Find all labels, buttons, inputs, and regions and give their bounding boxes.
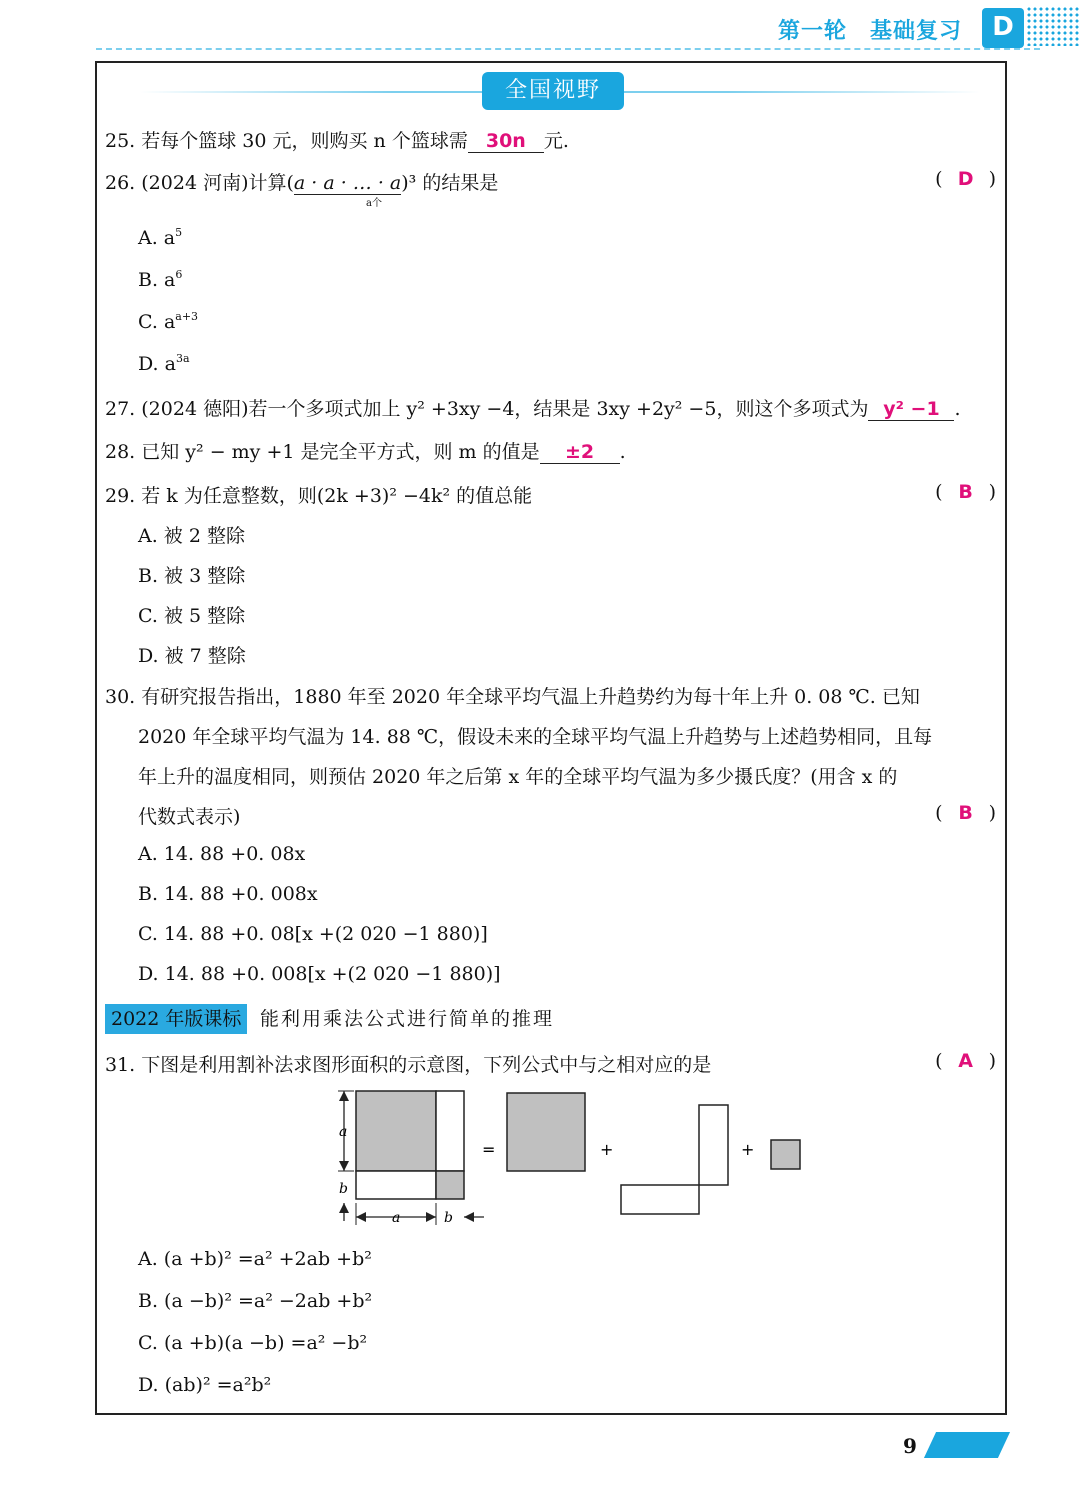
q26-underbrace-label: a个: [366, 198, 382, 209]
header-divider: [96, 48, 1040, 50]
q27-answer: y² −1: [868, 398, 954, 421]
square-b-squared: [436, 1171, 464, 1199]
q29-option-d: D. 被 7 整除: [138, 645, 246, 667]
q30-option-b: B. 14. 88 +0. 008x: [138, 883, 318, 905]
q25-answer: 30n: [468, 130, 544, 153]
question-26: 26. (2024 河南)计算(a · a · … · a)³ 的结果是: [105, 172, 499, 194]
plus-sign-1: +: [600, 1140, 614, 1159]
q30-line-4: 代数式表示): [138, 806, 241, 828]
q30-option-d: D. 14. 88 +0. 008[x +(2 020 −1 880)]: [138, 963, 501, 985]
q26-option-a: A. $a^5$: [138, 226, 183, 249]
label-b-horizontal: b: [444, 1210, 453, 1226]
running-header: 第一轮 基础复习: [777, 18, 962, 44]
square-b-squared-alone: [771, 1140, 800, 1169]
q31-option-d: D. (ab)² =a²b²: [138, 1374, 272, 1396]
page-number: 9: [903, 1434, 917, 1458]
question-31: 31. 下图是利用割补法求图形面积的示意图，下列公式中与之相对应的是: [105, 1054, 712, 1076]
q26-answer-paren: ( D ): [935, 168, 996, 190]
question-25: 25. 若每个篮球 30 元，则购买 n 个篮球需 30n 元.: [105, 130, 569, 152]
q30-option-a: A. 14. 88 +0. 08x: [138, 843, 306, 865]
q30-option-c: C. 14. 88 +0. 08[x +(2 020 −1 880)]: [138, 923, 488, 945]
question-27: 27. (2024 德阳)若一个多项式加上 y² +3xy −4，结果是 3xy +2y² −5，则这个多项式为 y² −1 .: [105, 398, 961, 420]
square-a-squared-alone: [507, 1093, 585, 1171]
section-banner: 全国视野: [482, 72, 624, 110]
q29-option-c: C. 被 5 整除: [138, 605, 246, 627]
label-a-vertical: a: [339, 1124, 348, 1140]
rect-ab-horizontal: [621, 1185, 699, 1214]
q29-answer-paren: ( B ): [935, 481, 996, 503]
q26-option-d: D. $a^{3a}$: [138, 352, 190, 375]
q30-answer-paren: ( B ): [935, 802, 996, 824]
label-b-vertical: b: [339, 1181, 348, 1197]
q31-option-a: A. (a +b)² =a² +2ab +b²: [138, 1248, 372, 1270]
brand-logo-icon: D: [982, 8, 1024, 48]
question-29: 29. 若 k 为任意整数，则(2k +3)² −4k² 的值总能: [105, 485, 533, 507]
q26-option-c: C. $a^{a+3}$: [138, 310, 199, 333]
q29-option-a: A. 被 2 整除: [138, 525, 245, 547]
q28-answer: ±2: [540, 441, 620, 464]
q31-option-c: C. (a +b)(a −b) =a² −b²: [138, 1332, 368, 1354]
q30-line-3: 年上升的温度相同，则预估 2020 年之后第 x 年的全球平均气温为多少摄氏度？(用含 x 的: [138, 766, 898, 788]
q29-option-b: B. 被 3 整除: [138, 565, 246, 587]
q31-answer-paren: ( A ): [935, 1050, 996, 1072]
label-a-horizontal: a: [392, 1210, 401, 1226]
square-a-squared: [356, 1091, 436, 1171]
rect-ab-bottom: [356, 1171, 436, 1199]
q31-option-b: B. (a −b)² =a² −2ab +b²: [138, 1290, 373, 1312]
equals-sign: =: [482, 1140, 496, 1159]
rect-ab-right: [436, 1091, 464, 1171]
q30-line-2: 2020 年全球平均气温为 14. 88 ℃，假设未来的全球平均气温上升趋势与上述趋势相同，且每: [138, 726, 933, 748]
question-30: 30. 有研究报告指出，1880 年至 2020 年全球平均气温上升趋势约为每十年上升 0. 08 ℃. 已知: [105, 686, 920, 708]
standard-tag: 2022 年版课标: [105, 1004, 247, 1034]
question-28: 28. 已知 y² − my +1 是完全平方式，则 m 的值是 ±2 .: [105, 441, 626, 463]
dot-pattern-icon: [1026, 6, 1080, 46]
q26-option-b: B. $a^6$: [138, 268, 183, 291]
rect-ab-vertical: [699, 1105, 728, 1185]
page-tab: [924, 1432, 1010, 1458]
area-diagram: [330, 1085, 810, 1235]
plus-sign-2: +: [741, 1140, 755, 1159]
standard-text: 能利用乘法公式进行简单的推理: [260, 1008, 555, 1030]
